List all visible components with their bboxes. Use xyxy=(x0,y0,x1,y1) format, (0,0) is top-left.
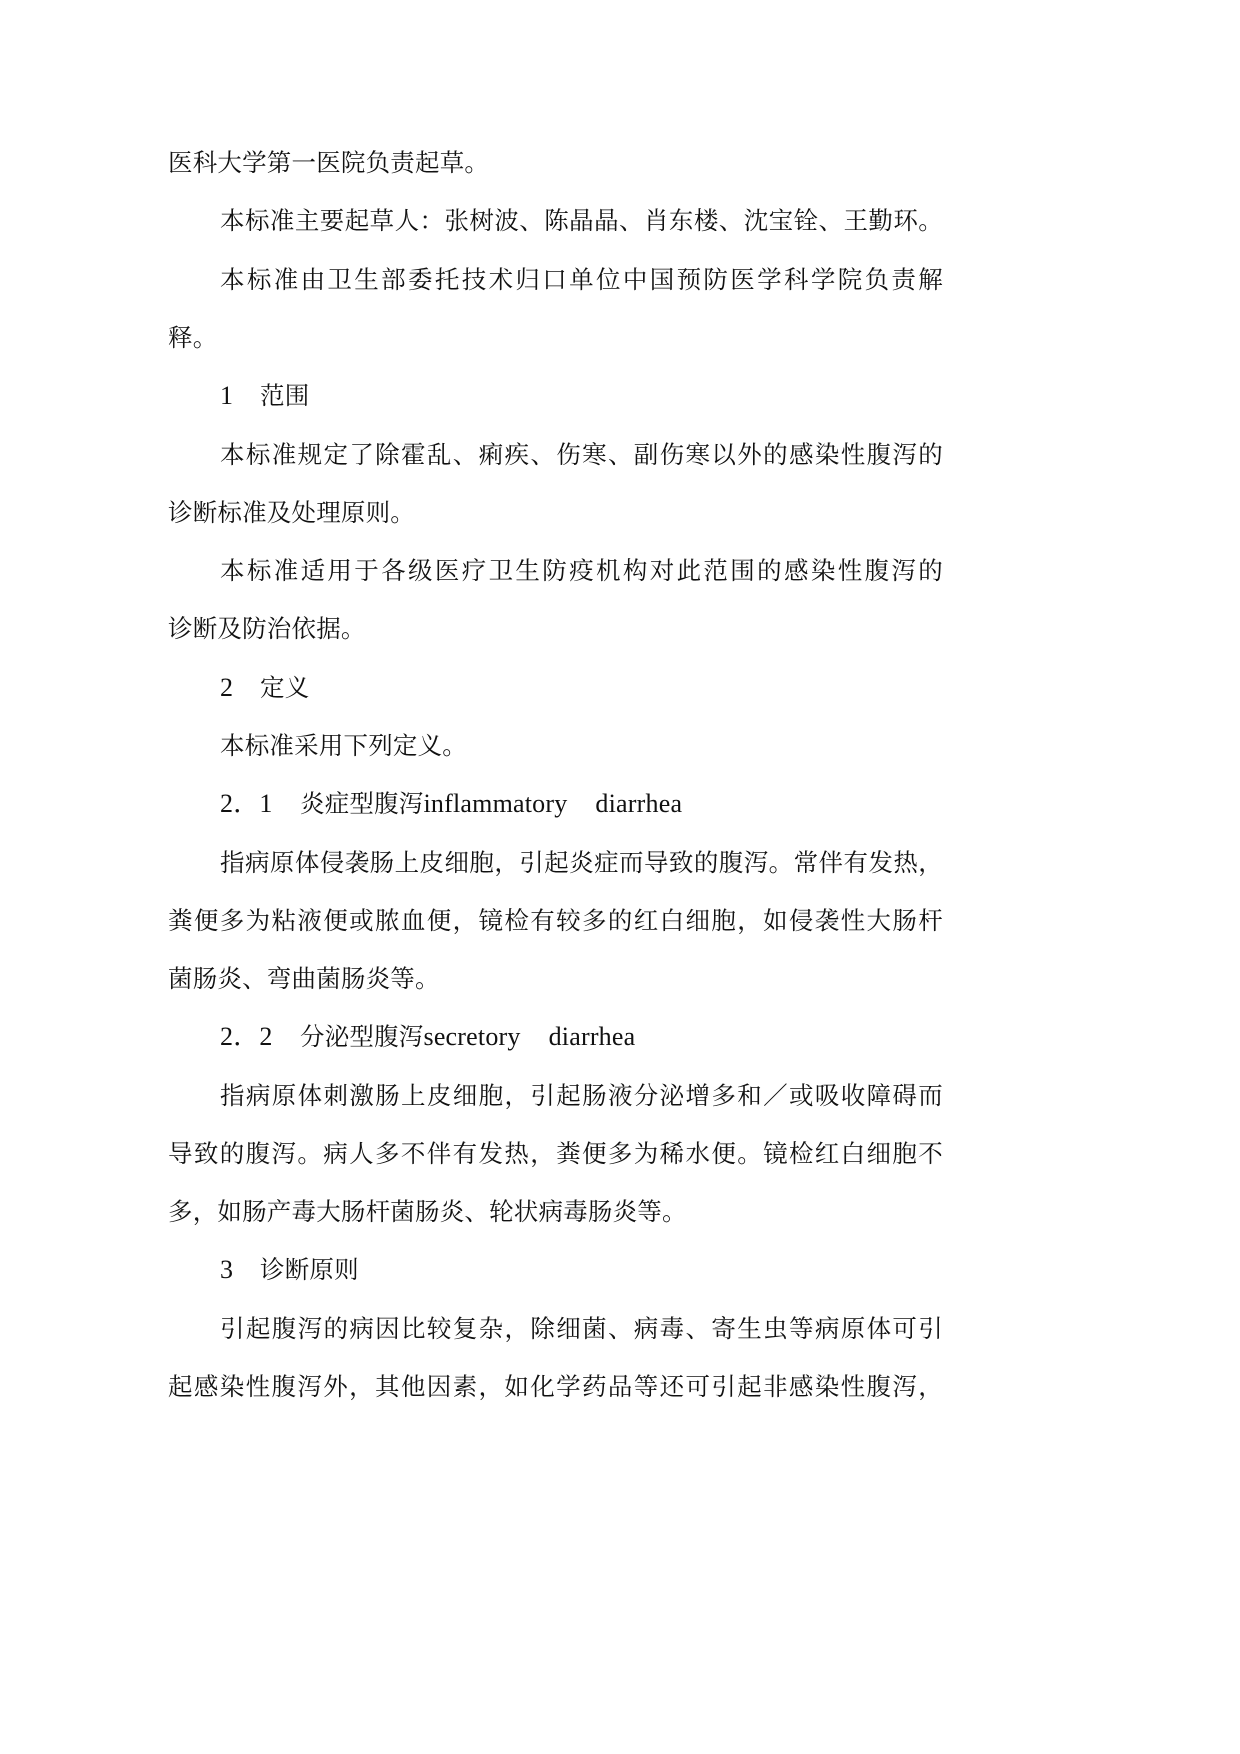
paragraph-line: 指病原体侵袭肠上皮细胞，引起炎症而导致的腹泻。常伴有发热， xyxy=(220,848,943,877)
section-title-cn: 炎症型腹泻 xyxy=(300,789,424,818)
section-heading-3 xyxy=(220,1247,359,1293)
section-number: 2 xyxy=(220,673,234,702)
section-title: 诊断原则 xyxy=(260,1255,359,1284)
paragraph-line: 指病原体刺激肠上皮细胞，引起肠液分泌增多和／或吸收障碍而 xyxy=(220,1081,943,1110)
paragraph-line: 粪便多为粘液便或脓血便，镜检有较多的红白细胞，如侵袭性大肠杆 xyxy=(168,906,943,935)
section-title-cn: 分泌型腹泻 xyxy=(300,1022,424,1051)
paragraph-line: 菌肠炎、弯曲菌肠炎等。 xyxy=(168,964,440,993)
paragraph-line: 释。 xyxy=(168,323,218,352)
paragraph-line: 多，如肠产毒大肠杆菌肠炎、轮状病毒肠炎等。 xyxy=(168,1197,687,1226)
paragraph-line: 本标准适用于各级医疗卫生防疫机构对此范围的感染性腹泻的 xyxy=(220,556,943,585)
section-title-en: secretory xyxy=(423,1022,521,1051)
section-heading-1 xyxy=(220,373,309,419)
paragraph-line: 导致的腹泻。病人多不伴有发热，粪便多为稀水便。镜检红白细胞不 xyxy=(168,1139,943,1168)
section-title-en: inflammatory xyxy=(423,789,568,818)
paragraph-line: 起感染性腹泻外，其他因素，如化学药品等还可引起非感染性腹泻， xyxy=(168,1372,943,1401)
section-number: 2．1 xyxy=(220,789,273,818)
section-heading-2 xyxy=(220,665,309,711)
paragraph-line: 本标准采用下列定义。 xyxy=(220,731,467,760)
paragraph-line: 医科大学第一医院负责起草。 xyxy=(168,148,490,177)
section-heading-2-1 xyxy=(220,781,682,827)
section-number: 3 xyxy=(220,1255,234,1284)
section-title-en: diarrhea xyxy=(548,1022,636,1051)
section-heading-2-2 xyxy=(220,1014,635,1060)
paragraph-line: 引起腹泻的病因比较复杂，除细菌、病毒、寄生虫等病原体可引 xyxy=(220,1314,943,1343)
paragraph-line: 本标准主要起草人：张树波、陈晶晶、肖东楼、沈宝铨、王勤环。 xyxy=(220,206,943,235)
paragraph-line: 诊断及防治依据。 xyxy=(168,614,366,643)
section-title: 定义 xyxy=(260,673,310,702)
paragraph-line: 本标准由卫生部委托技术归口单位中国预防医学科学院负责解 xyxy=(220,265,943,294)
section-number: 2．2 xyxy=(220,1022,273,1051)
section-title: 范围 xyxy=(260,381,310,410)
paragraph-line: 诊断标准及处理原则。 xyxy=(168,498,415,527)
paragraph-line: 本标准规定了除霍乱、痢疾、伤寒、副伤寒以外的感染性腹泻的 xyxy=(220,440,943,469)
section-title-en: diarrhea xyxy=(595,789,683,818)
section-number: 1 xyxy=(220,381,234,410)
